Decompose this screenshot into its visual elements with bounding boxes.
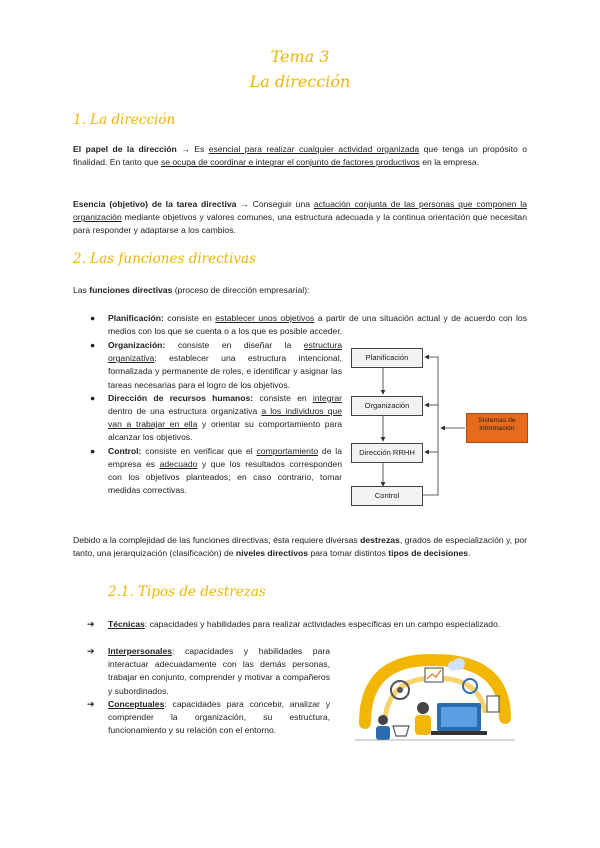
box-sistemas-informacion: Sistemas de información bbox=[466, 413, 528, 443]
body-text: consiste en bbox=[163, 313, 216, 323]
document-icon bbox=[487, 696, 499, 712]
section-2-heading: 2. Las funciones directivas bbox=[73, 251, 257, 267]
underlined-text: adecuado bbox=[159, 458, 198, 469]
cloud-icon bbox=[453, 658, 465, 670]
body-text: y que los resultados corresponden con los objetivos planteados; en caso contrario, tomar medidas correctivas. bbox=[108, 458, 342, 496]
body-text: a partir de una situación actual y de acuerdo con los medios con los que se cuenta o a los que es posible acceder. bbox=[108, 313, 528, 337]
term-funciones: funciones directivas bbox=[89, 285, 173, 295]
underlined-text: estructura organizativa bbox=[108, 340, 342, 364]
term-decisiones: tipos de decisiones bbox=[388, 548, 469, 559]
arrow-bullet-icon: ➔ bbox=[87, 698, 95, 709]
body-text: Las bbox=[73, 285, 90, 295]
body-text: para tomar distintos bbox=[308, 548, 389, 559]
bullet-icon: ● bbox=[90, 445, 96, 456]
underlined-text: a los individuos que van a trabajar en ella bbox=[108, 406, 342, 430]
destrezas-list-top bbox=[87, 618, 527, 631]
arrow-bullet-icon: ➔ bbox=[87, 619, 95, 629]
gear-icon bbox=[397, 687, 403, 693]
item-term: Técnicas bbox=[108, 619, 145, 629]
paragraph-papel-direccion bbox=[73, 143, 527, 169]
page-title: Tema 3 bbox=[270, 47, 330, 66]
underlined-text: integrar bbox=[312, 392, 342, 403]
page-subtitle: La dirección bbox=[249, 72, 351, 91]
body-text: dentro de una estructura organizativa bbox=[108, 406, 262, 417]
body-text: consiste en verificar que el bbox=[141, 445, 257, 456]
body-text: consiste en bbox=[253, 392, 313, 403]
item-term: Planificación: bbox=[108, 313, 164, 323]
body-text: consiste en diseñar la bbox=[165, 340, 304, 350]
item-term: Organización: bbox=[108, 340, 166, 350]
body-text: de la empresa es bbox=[108, 445, 342, 469]
feedback-loop bbox=[420, 357, 438, 495]
body-text: : capacidades y habilidades para realizar actividades específicas en un campo especializado. bbox=[144, 619, 501, 629]
section-1-heading: 1. La dirección bbox=[73, 112, 176, 128]
process-diagram bbox=[348, 345, 538, 505]
arrow-text: → Es bbox=[176, 144, 209, 154]
laptop-base bbox=[431, 731, 487, 735]
list-item bbox=[87, 645, 330, 698]
funciones-intro bbox=[73, 284, 527, 297]
list-item bbox=[90, 392, 342, 445]
underlined-text: actuación conjunta de las personas que componen la organización bbox=[73, 199, 527, 223]
underlined-text: se ocupa de coordinar e integrar el conjunto de factores productivos bbox=[160, 157, 420, 168]
body-text: : capacidades para concebir, analizar y comprender la organización, su estructura, funcionamiento y su relación con el entorno. bbox=[108, 698, 330, 736]
list-item bbox=[87, 698, 330, 738]
arrow-text: → Conseguir una bbox=[236, 199, 314, 209]
item-term: Conceptuales bbox=[108, 698, 165, 709]
term-niveles: niveles directivos bbox=[235, 548, 309, 559]
business-illustration bbox=[345, 648, 525, 748]
person-body bbox=[415, 715, 431, 735]
destrezas-list-side bbox=[87, 645, 330, 737]
body-text: (proceso de dirección empresarial): bbox=[172, 285, 310, 295]
body-text: : capacidades y habilidades para interactuar adecuadamente con las demás personas, trabajar en conjunto, comprender y motivar a compañeros y subordinados. bbox=[108, 646, 330, 696]
body-text: Debido a la complejidad de las funciones directivas, ésta requiere diversas bbox=[73, 535, 361, 545]
list-item bbox=[90, 445, 342, 498]
underlined-text: esencial para realizar cualquier actividad organizada bbox=[208, 144, 420, 154]
bullet-icon: ● bbox=[90, 313, 96, 323]
arrow-bullet-icon: ➔ bbox=[87, 646, 95, 656]
bullet-icon: ● bbox=[90, 392, 96, 403]
funciones-list-side bbox=[90, 339, 342, 497]
body-text: que tenga un propósito o finalidad. En tanto que bbox=[73, 144, 527, 168]
paragraph-esencia bbox=[73, 198, 527, 238]
underlined-text: comportamiento bbox=[256, 445, 319, 456]
person-icon bbox=[378, 715, 388, 725]
body-text: , grados de especialización y, por tanto, una jerarquización (clasificación) de bbox=[73, 535, 527, 559]
item-term: Dirección de recursos humanos: bbox=[108, 392, 254, 403]
person-body bbox=[376, 726, 390, 740]
list-item bbox=[90, 312, 528, 338]
body-text: en la empresa. bbox=[419, 157, 480, 168]
box-direccion-rrhh: Dirección RRHH bbox=[351, 443, 423, 463]
term-destrezas: destrezas bbox=[360, 535, 400, 545]
person-icon bbox=[417, 702, 429, 714]
cart-icon bbox=[393, 726, 409, 736]
body-text: mediante objetivos y valores comunes, una estructura adecuada y la continua orientación que necesitan para responder y adaptarse a los cambios. bbox=[73, 212, 527, 236]
box-control: Control bbox=[351, 486, 423, 506]
term-papel: El papel de la dirección bbox=[73, 144, 177, 154]
item-term: Interpersonales bbox=[108, 646, 172, 656]
body-text: . bbox=[468, 548, 471, 559]
paragraph-complejidad bbox=[73, 534, 527, 560]
bullet-icon: ● bbox=[90, 340, 96, 350]
box-organizacion: Organización bbox=[351, 396, 423, 416]
box-planificacion: Planificación bbox=[351, 348, 423, 368]
laptop-screen bbox=[441, 707, 477, 727]
section-2-1-heading: 2.1. Tipos de destrezas bbox=[108, 584, 266, 600]
funciones-list-top bbox=[90, 312, 528, 338]
list-item bbox=[87, 618, 527, 631]
body-text: : establecer una estructura intencional, formalizada y permanente de roles, e identificar y asignar las tareas necesarias para el logro de los objetivos. bbox=[108, 353, 342, 390]
body-text: y orientar su comportamiento para alcanzar los objetivos. bbox=[108, 419, 342, 443]
underlined-text: establecer unos objetivos bbox=[215, 313, 315, 323]
list-item bbox=[90, 339, 342, 392]
item-term: Control: bbox=[108, 445, 142, 456]
term-esencia: Esencia (objetivo) de la tarea directiva bbox=[73, 199, 237, 209]
